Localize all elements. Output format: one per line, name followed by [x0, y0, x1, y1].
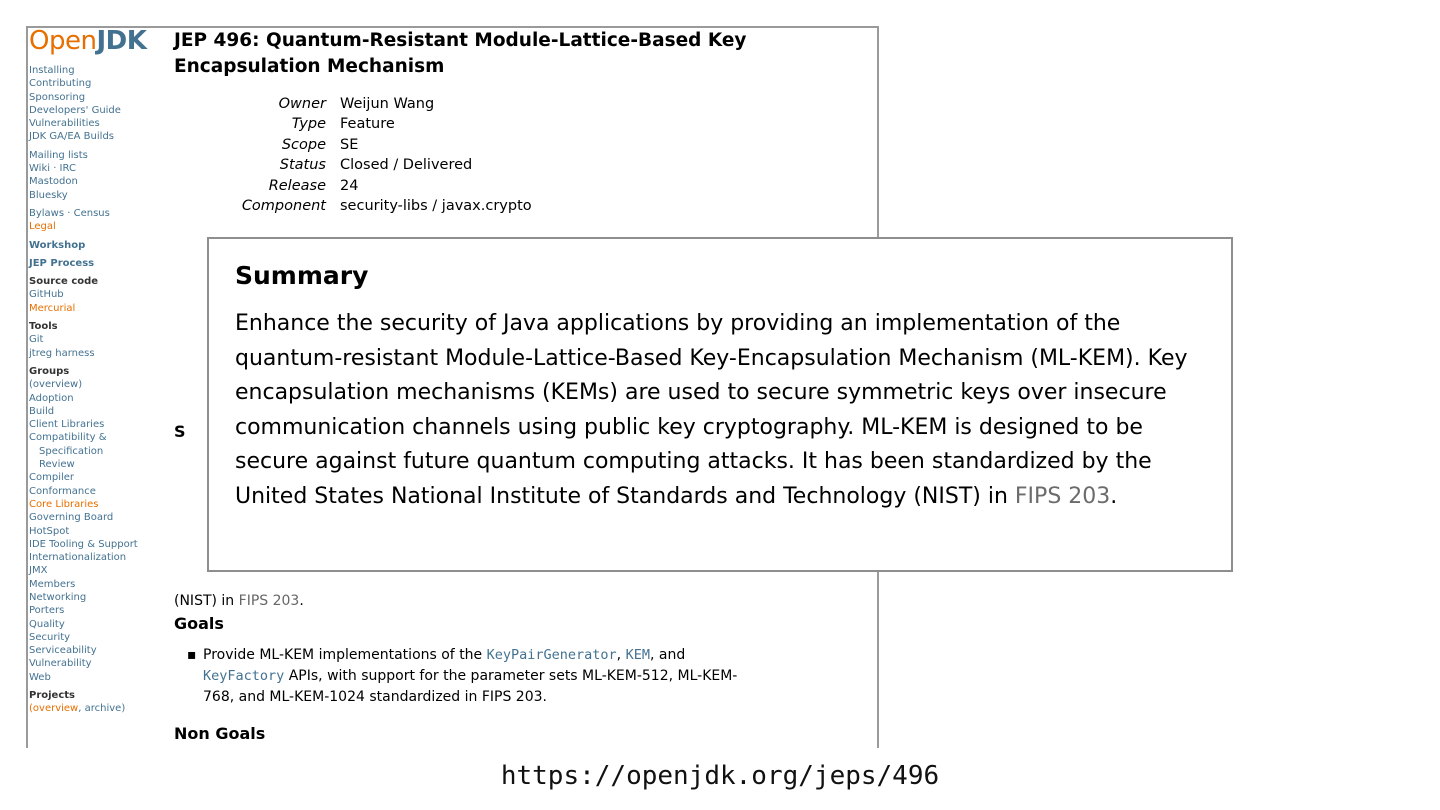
- nav-link-client-libraries[interactable]: Client Libraries: [29, 419, 105, 431]
- url-caption: https://openjdk.org/jeps/496: [500, 761, 940, 791]
- summary-heading-partial: S: [174, 422, 186, 441]
- comma: ,: [78, 703, 85, 715]
- paren-open: (: [29, 703, 33, 715]
- goal-text: Provide ML-KEM implementations of the: [203, 647, 487, 663]
- meta-value: Weijun Wang: [340, 96, 435, 112]
- meta-value: 24: [340, 177, 359, 194]
- nav-link-mailing-lists[interactable]: Mailing lists: [29, 149, 88, 161]
- nav-group-tools: [29, 320, 159, 360]
- meta-key: Release: [268, 177, 326, 194]
- nav-link-adoption[interactable]: Adoption: [29, 392, 74, 404]
- nav-link-quality[interactable]: Quality: [29, 618, 65, 630]
- nav-link-members[interactable]: Members: [29, 578, 76, 590]
- goals-heading: Goals: [174, 614, 224, 633]
- summary-body: Enhance the security of Java applications by providing an implementation of the quantum-resistant Module-Lattice-Based Key-Encapsulation Mechanism (ML-KEM). Key encapsulation mechanisms (KEMs) are used to secure symmetric keys over insecure communication channels using public key cryptography. ML-KEM is designed to be secure against future quantum computing attacks. It has been standardized by the United States National Institute of Standards and Technology (NIST) in: [235, 311, 1188, 509]
- nav-group-jep: [29, 257, 159, 270]
- nav-link-security[interactable]: Security: [29, 631, 71, 643]
- keyfactory-link[interactable]: KeyFactory: [203, 667, 285, 684]
- nav-link-mastodon[interactable]: Mastodon: [29, 176, 78, 188]
- nav-link-mercurial[interactable]: Mercurial: [29, 302, 76, 314]
- nav-link-porters[interactable]: Porters: [29, 605, 65, 617]
- nav-link-groups-overview[interactable]: (overview): [29, 379, 83, 391]
- nav-group-bylaws: [29, 207, 159, 234]
- nav-link-jep-process[interactable]: JEP Process: [29, 257, 95, 269]
- nav-heading-tools: Tools: [29, 321, 58, 333]
- nav-link-networking[interactable]: Networking: [29, 591, 87, 603]
- meta-row: [174, 176, 532, 196]
- logo-open: Open: [29, 26, 97, 56]
- nav-link-governing-board[interactable]: Governing Board: [29, 512, 114, 524]
- summary-tail-text: (NIST) in: [174, 593, 239, 609]
- logo-jdk: JDK: [96, 26, 147, 56]
- goal-and: , and: [649, 647, 686, 663]
- nav-heading-groups: Groups: [29, 365, 70, 377]
- meta-key: Type: [291, 116, 326, 133]
- nav-link-jtreg[interactable]: jtreg harness: [29, 347, 95, 359]
- meta-row: [174, 196, 532, 216]
- summary-zoom-callout: [207, 237, 1233, 572]
- summary-heading: Summary: [235, 261, 369, 290]
- fips-203-link-zoomed[interactable]: FIPS 203: [1014, 483, 1111, 509]
- summary-end: .: [299, 593, 304, 609]
- goals-list: [174, 645, 763, 707]
- nav-link-core-libraries[interactable]: Core Libraries: [29, 498, 99, 510]
- goal-text-end: APIs, with support for the parameter sets ML-KEM-512, ML-KEM-768, and ML-KEM-1024 standardized in FIPS 203.: [203, 667, 738, 705]
- nav-link-bluesky[interactable]: Bluesky: [29, 189, 68, 201]
- meta-row: [174, 135, 532, 155]
- nav-link-review[interactable]: Review: [39, 459, 75, 471]
- meta-row: [174, 155, 532, 175]
- nav-link-projects-archive[interactable]: archive: [84, 703, 122, 715]
- nav-link-developers-guide[interactable]: Developers' Guide: [29, 104, 121, 116]
- nav-projects-links: [29, 702, 159, 715]
- nav-group-source-code: [29, 275, 159, 315]
- page-title: JEP 496: Quantum-Resistant Module-Lattice-Based Key Encapsulation Mechanism: [174, 30, 747, 77]
- nav-link-installing[interactable]: Installing: [29, 65, 75, 76]
- meta-key: Status: [279, 157, 326, 174]
- nav-link-serviceability[interactable]: Serviceability: [29, 645, 97, 657]
- nav-group-community: [29, 149, 159, 202]
- nav-group-groups: [29, 365, 159, 684]
- nav-link-wiki-irc[interactable]: Wiki · IRC: [29, 163, 76, 175]
- summary-text: [235, 307, 1205, 514]
- nav-heading-source-code: Source code: [29, 276, 99, 288]
- paren-close: ): [121, 703, 126, 715]
- kem-link[interactable]: KEM: [625, 647, 650, 663]
- nav-link-projects-overview[interactable]: overview: [32, 703, 79, 715]
- meta-value: Closed / Delivered: [340, 157, 473, 174]
- goal-item: [203, 645, 763, 707]
- meta-row: [174, 94, 532, 114]
- nav-link-contributing[interactable]: Contributing: [29, 78, 92, 90]
- meta-key: Owner: [278, 96, 326, 112]
- nav-link-hotspot[interactable]: HotSpot: [29, 525, 70, 537]
- meta-value: security-libs / javax.crypto: [340, 198, 532, 215]
- meta-row: [174, 114, 532, 134]
- nav-heading-projects: Projects: [29, 690, 76, 702]
- jep-metadata-table: [174, 94, 532, 216]
- nav-link-workshop[interactable]: Workshop: [29, 239, 86, 251]
- nav-link-vulnerabilities[interactable]: Vulnerabilities: [29, 118, 100, 130]
- nav-link-sponsoring[interactable]: Sponsoring: [29, 91, 86, 103]
- fips-203-link[interactable]: FIPS 203: [238, 593, 300, 609]
- meta-value: Feature: [340, 116, 395, 133]
- goal-sep: ,: [616, 647, 626, 663]
- nav-link-jmx[interactable]: JMX: [29, 565, 48, 577]
- non-goals-heading: Non Goals: [174, 724, 266, 743]
- keypairgenerator-link[interactable]: KeyPairGenerator: [486, 647, 617, 663]
- nav-group-workshop: [29, 239, 159, 252]
- openjdk-logo[interactable]: [29, 26, 159, 56]
- sidebar-nav: [29, 26, 159, 721]
- meta-value: SE: [340, 136, 359, 153]
- nav-link-compatibility[interactable]: Compatibility &: [29, 432, 107, 444]
- nav-link-compiler[interactable]: Compiler: [29, 472, 75, 484]
- nav-link-builds[interactable]: JDK GA/EA Builds: [29, 131, 114, 143]
- nav-link-ide-tooling[interactable]: IDE Tooling & Support: [29, 538, 138, 550]
- nav-link-web[interactable]: Web: [29, 671, 51, 683]
- nav-link-internationalization[interactable]: Internationalization: [29, 552, 127, 564]
- nav-link-github[interactable]: GitHub: [29, 289, 64, 301]
- nav-link-vulnerability[interactable]: Vulnerability: [29, 658, 92, 670]
- meta-key: Scope: [281, 136, 326, 153]
- nav-link-conformance[interactable]: Conformance: [29, 485, 96, 497]
- nav-link-build[interactable]: Build: [29, 405, 55, 417]
- nav-link-specification[interactable]: Specification: [39, 445, 104, 457]
- nav-group-projects: [29, 689, 159, 716]
- nav-link-legal[interactable]: Legal: [29, 221, 56, 233]
- meta-key: Component: [241, 198, 326, 215]
- summary-period: .: [1110, 483, 1118, 509]
- nav-group-general: [29, 64, 159, 144]
- nav-link-bylaws-census[interactable]: Bylaws · Census: [29, 207, 110, 219]
- nav-link-git[interactable]: Git: [29, 334, 44, 346]
